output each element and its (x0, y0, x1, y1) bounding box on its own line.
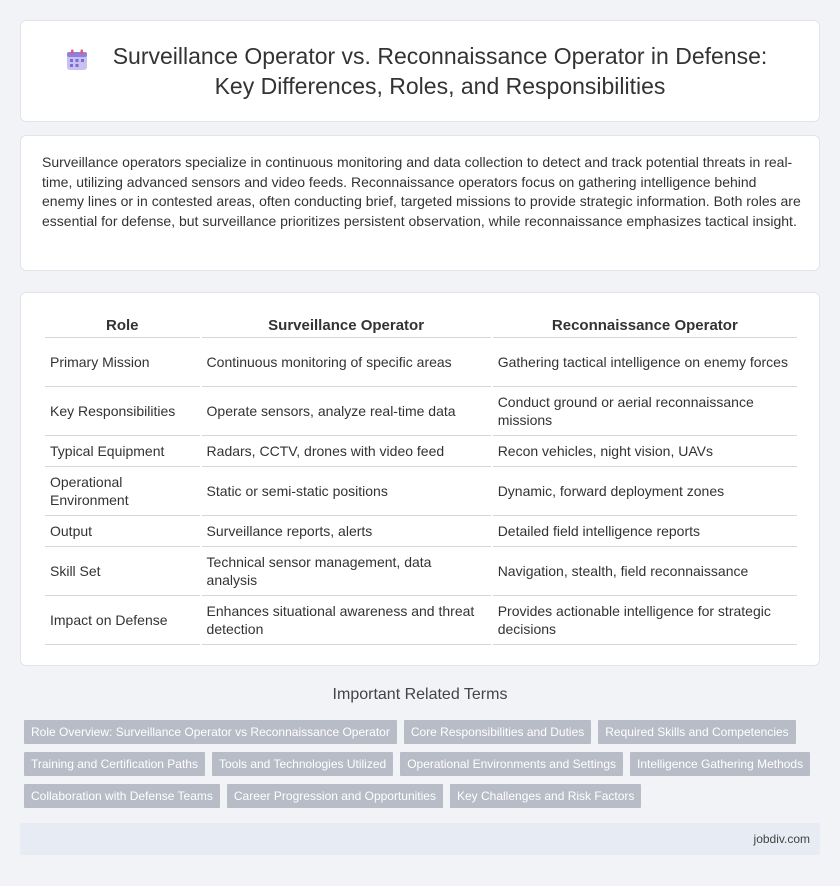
cell-role: Impact on Defense (45, 596, 200, 645)
cell-reconnaissance: Dynamic, forward deployment zones (493, 467, 797, 516)
tag-training-certification[interactable]: Training and Certification Paths (24, 752, 205, 776)
table-row (45, 467, 797, 516)
cell-surveillance: Enhances situational awareness and threat detection (202, 596, 491, 645)
header-surveillance: Surveillance Operator (202, 314, 491, 338)
cell-reconnaissance: Conduct ground or aerial reconnaissance missions (493, 387, 797, 436)
table-header-row (45, 314, 797, 338)
table-row (45, 547, 797, 596)
cell-surveillance: Surveillance reports, alerts (202, 516, 491, 547)
cell-surveillance: Continuous monitoring of specific areas (202, 338, 491, 387)
table-row (45, 387, 797, 436)
comparison-table (43, 314, 799, 645)
header-reconnaissance: Reconnaissance Operator (493, 314, 797, 338)
cell-surveillance: Radars, CCTV, drones with video feed (202, 436, 491, 467)
tag-operational-environments[interactable]: Operational Environments and Settings (400, 752, 623, 776)
cell-surveillance: Static or semi-static positions (202, 467, 491, 516)
tag-key-challenges[interactable]: Key Challenges and Risk Factors (450, 784, 641, 808)
intro-card (20, 135, 820, 271)
cell-role: Output (45, 516, 200, 547)
comparison-card (20, 292, 820, 666)
header-role: Role (45, 314, 200, 338)
cell-role: Operational Environment (45, 467, 200, 516)
cell-reconnaissance: Gathering tactical intelligence on enemy forces (493, 338, 797, 387)
cell-surveillance: Operate sensors, analyze real-time data (202, 387, 491, 436)
table-row (45, 596, 797, 645)
cell-reconnaissance: Detailed field intelligence reports (493, 516, 797, 547)
tag-core-responsibilities[interactable]: Core Responsibilities and Duties (404, 720, 591, 744)
intro-paragraph: Surveillance operators specialize in continuous monitoring and data collection to detect and track potential threats in real-time, utilizing advanced sensors and video feeds. Reconnaissance operators focus on gathering intelligence behind enemy lines or in contested areas, often conducting brief, targeted missions to provide strategic information. Both roles are essential for defense, but surveillance prioritizes persistent observation, while reconnaissance emphasizes tactical insight. (42, 154, 801, 229)
cell-reconnaissance: Provides actionable intelligence for strategic decisions (493, 596, 797, 645)
table-row (45, 436, 797, 467)
cell-role: Key Responsibilities (45, 387, 200, 436)
cell-reconnaissance: Recon vehicles, night vision, UAVs (493, 436, 797, 467)
cell-reconnaissance: Navigation, stealth, field reconnaissance (493, 547, 797, 596)
header-card (20, 20, 820, 122)
tag-career-progression[interactable]: Career Progression and Opportunities (227, 784, 443, 808)
cell-role: Typical Equipment (45, 436, 200, 467)
footer-site-link[interactable]: jobdiv.com (753, 832, 810, 846)
tag-required-skills[interactable]: Required Skills and Competencies (598, 720, 795, 744)
page-title: Surveillance Operator vs. Reconnaissance Operator in Defense: Key Differences, Roles, and Responsibilities (112, 43, 768, 99)
related-terms-tags (24, 720, 824, 816)
cell-role: Primary Mission (45, 338, 200, 387)
tag-tools-technologies[interactable]: Tools and Technologies Utilized (212, 752, 393, 776)
table-row (45, 516, 797, 547)
footer (20, 823, 820, 855)
tag-intelligence-gathering[interactable]: Intelligence Gathering Methods (630, 752, 810, 776)
cell-role: Skill Set (45, 547, 200, 596)
cell-surveillance: Technical sensor management, data analysis (202, 547, 491, 596)
table-row (45, 338, 797, 387)
related-terms-title: Important Related Terms (332, 686, 508, 703)
tag-role-overview[interactable]: Role Overview: Surveillance Operator vs Reconnaissance Operator (24, 720, 397, 744)
tag-collaboration[interactable]: Collaboration with Defense Teams (24, 784, 220, 808)
